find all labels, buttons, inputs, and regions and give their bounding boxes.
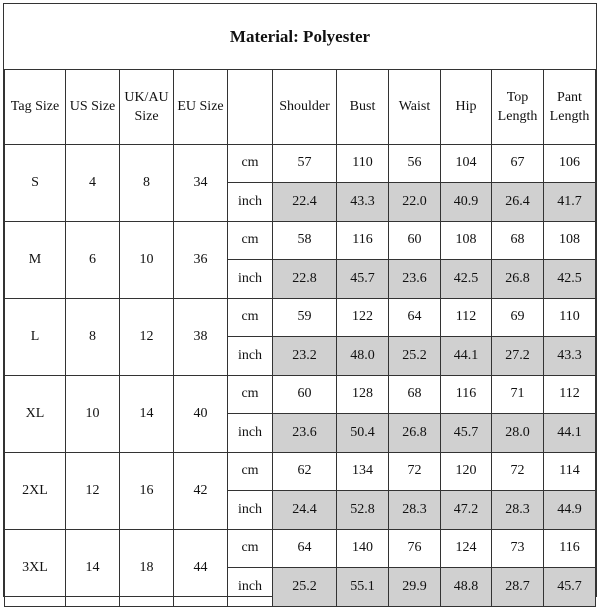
tag-size-cell: 3XL	[5, 529, 66, 606]
hip-inch-cell: 40.9	[441, 183, 492, 222]
pant-length-inch-cell: 45.7	[544, 568, 596, 607]
shoulder-cm-cell: 59	[273, 298, 337, 337]
unit-label-inch: inch	[228, 491, 273, 530]
unit-label-inch: inch	[228, 414, 273, 453]
pant-length-cm-cell: 112	[544, 375, 596, 414]
top-length-cm-cell: 68	[492, 221, 544, 260]
header-hip: Hip	[441, 69, 492, 144]
top-length-inch-cell: 26.4	[492, 183, 544, 222]
bust-cm-cell: 140	[337, 529, 389, 568]
tag-size-cell: XL	[5, 375, 66, 452]
header-row	[5, 69, 596, 144]
pant-length-inch-cell: 44.9	[544, 491, 596, 530]
us-size-cell: 6	[66, 221, 120, 298]
unit-label-inch: inch	[228, 337, 273, 376]
us-size-cell: 4	[66, 144, 120, 221]
hip-cm-cell: 104	[441, 144, 492, 183]
header-waist: Waist	[389, 69, 441, 144]
header-uk-au-size: UK/AU Size	[120, 69, 174, 144]
waist-inch-cell: 28.3	[389, 491, 441, 530]
header-bust: Bust	[337, 69, 389, 144]
shoulder-cm-cell: 58	[273, 221, 337, 260]
waist-cm-cell: 68	[389, 375, 441, 414]
shoulder-cm-cell: 57	[273, 144, 337, 183]
waist-cm-cell: 72	[389, 452, 441, 491]
top-length-cm-cell: 69	[492, 298, 544, 337]
pant-length-inch-cell: 42.5	[544, 260, 596, 299]
header-tag-size: Tag Size	[5, 69, 66, 144]
bust-inch-cell: 50.4	[337, 414, 389, 453]
header-eu-size: EU Size	[174, 69, 228, 144]
bust-inch-cell: 48.0	[337, 337, 389, 376]
unit-label-cm: cm	[228, 529, 273, 568]
shoulder-cm-cell: 62	[273, 452, 337, 491]
hip-inch-cell: 48.8	[441, 568, 492, 607]
tag-size-cell: S	[5, 144, 66, 221]
eu-size-cell: 40	[174, 375, 228, 452]
uk-au-size-cell: 18	[120, 529, 174, 606]
hip-inch-cell: 45.7	[441, 414, 492, 453]
unit-label-inch: inch	[228, 183, 273, 222]
pant-length-cm-cell: 116	[544, 529, 596, 568]
shoulder-cm-cell: 60	[273, 375, 337, 414]
hip-cm-cell: 120	[441, 452, 492, 491]
unit-label-cm: cm	[228, 298, 273, 337]
waist-cm-cell: 64	[389, 298, 441, 337]
pant-length-inch-cell: 43.3	[544, 337, 596, 376]
top-length-cm-cell: 67	[492, 144, 544, 183]
unit-label-inch: inch	[228, 260, 273, 299]
table-row	[5, 529, 596, 568]
pant-length-cm-cell: 108	[544, 221, 596, 260]
unit-label-cm: cm	[228, 144, 273, 183]
top-length-inch-cell: 26.8	[492, 260, 544, 299]
waist-inch-cell: 22.0	[389, 183, 441, 222]
table-row	[5, 298, 596, 337]
uk-au-size-cell: 14	[120, 375, 174, 452]
shoulder-inch-cell: 22.8	[273, 260, 337, 299]
unit-label-cm: cm	[228, 221, 273, 260]
table-row	[5, 452, 596, 491]
tag-size-cell: L	[5, 298, 66, 375]
shoulder-inch-cell: 23.6	[273, 414, 337, 453]
uk-au-size-cell: 12	[120, 298, 174, 375]
hip-inch-cell: 44.1	[441, 337, 492, 376]
eu-size-cell: 44	[174, 529, 228, 606]
tag-size-cell: 2XL	[5, 452, 66, 529]
header-pant-length: Pant Length	[544, 69, 596, 144]
pant-length-inch-cell: 41.7	[544, 183, 596, 222]
chart-title: Material: Polyester	[4, 4, 596, 70]
eu-size-cell: 34	[174, 144, 228, 221]
shoulder-inch-cell: 22.4	[273, 183, 337, 222]
top-length-inch-cell: 28.7	[492, 568, 544, 607]
hip-cm-cell: 116	[441, 375, 492, 414]
waist-cm-cell: 56	[389, 144, 441, 183]
bust-inch-cell: 43.3	[337, 183, 389, 222]
pant-length-cm-cell: 106	[544, 144, 596, 183]
pant-length-cm-cell: 114	[544, 452, 596, 491]
bust-cm-cell: 116	[337, 221, 389, 260]
header-top-length: Top Length	[492, 69, 544, 144]
bust-inch-cell: 55.1	[337, 568, 389, 607]
shoulder-inch-cell: 24.4	[273, 491, 337, 530]
header-unit	[228, 69, 273, 144]
pant-length-inch-cell: 44.1	[544, 414, 596, 453]
eu-size-cell: 38	[174, 298, 228, 375]
us-size-cell: 8	[66, 298, 120, 375]
bust-cm-cell: 128	[337, 375, 389, 414]
hip-inch-cell: 42.5	[441, 260, 492, 299]
top-length-inch-cell: 28.3	[492, 491, 544, 530]
header-shoulder: Shoulder	[273, 69, 337, 144]
hip-cm-cell: 112	[441, 298, 492, 337]
unit-label-cm: cm	[228, 375, 273, 414]
uk-au-size-cell: 8	[120, 144, 174, 221]
shoulder-cm-cell: 64	[273, 529, 337, 568]
waist-cm-cell: 60	[389, 221, 441, 260]
top-length-inch-cell: 27.2	[492, 337, 544, 376]
bust-inch-cell: 45.7	[337, 260, 389, 299]
shoulder-inch-cell: 23.2	[273, 337, 337, 376]
uk-au-size-cell: 16	[120, 452, 174, 529]
eu-size-cell: 42	[174, 452, 228, 529]
waist-cm-cell: 76	[389, 529, 441, 568]
table-row	[5, 144, 596, 183]
top-length-inch-cell: 28.0	[492, 414, 544, 453]
unit-label-cm: cm	[228, 452, 273, 491]
table-row	[5, 375, 596, 414]
bust-cm-cell: 110	[337, 144, 389, 183]
bust-cm-cell: 122	[337, 298, 389, 337]
top-length-cm-cell: 73	[492, 529, 544, 568]
waist-inch-cell: 25.2	[389, 337, 441, 376]
top-length-cm-cell: 72	[492, 452, 544, 491]
waist-inch-cell: 26.8	[389, 414, 441, 453]
bust-cm-cell: 134	[337, 452, 389, 491]
table-row	[5, 221, 596, 260]
hip-cm-cell: 108	[441, 221, 492, 260]
shoulder-inch-cell: 25.2	[273, 568, 337, 607]
hip-inch-cell: 47.2	[441, 491, 492, 530]
hip-cm-cell: 124	[441, 529, 492, 568]
bust-inch-cell: 52.8	[337, 491, 389, 530]
waist-inch-cell: 23.6	[389, 260, 441, 299]
unit-label-inch: inch	[228, 568, 273, 607]
pant-length-cm-cell: 110	[544, 298, 596, 337]
waist-inch-cell: 29.9	[389, 568, 441, 607]
tag-size-cell: M	[5, 221, 66, 298]
size-chart	[3, 3, 597, 597]
header-us-size: US Size	[66, 69, 120, 144]
uk-au-size-cell: 10	[120, 221, 174, 298]
eu-size-cell: 36	[174, 221, 228, 298]
us-size-cell: 14	[66, 529, 120, 606]
top-length-cm-cell: 71	[492, 375, 544, 414]
us-size-cell: 10	[66, 375, 120, 452]
us-size-cell: 12	[66, 452, 120, 529]
size-table	[4, 69, 596, 607]
